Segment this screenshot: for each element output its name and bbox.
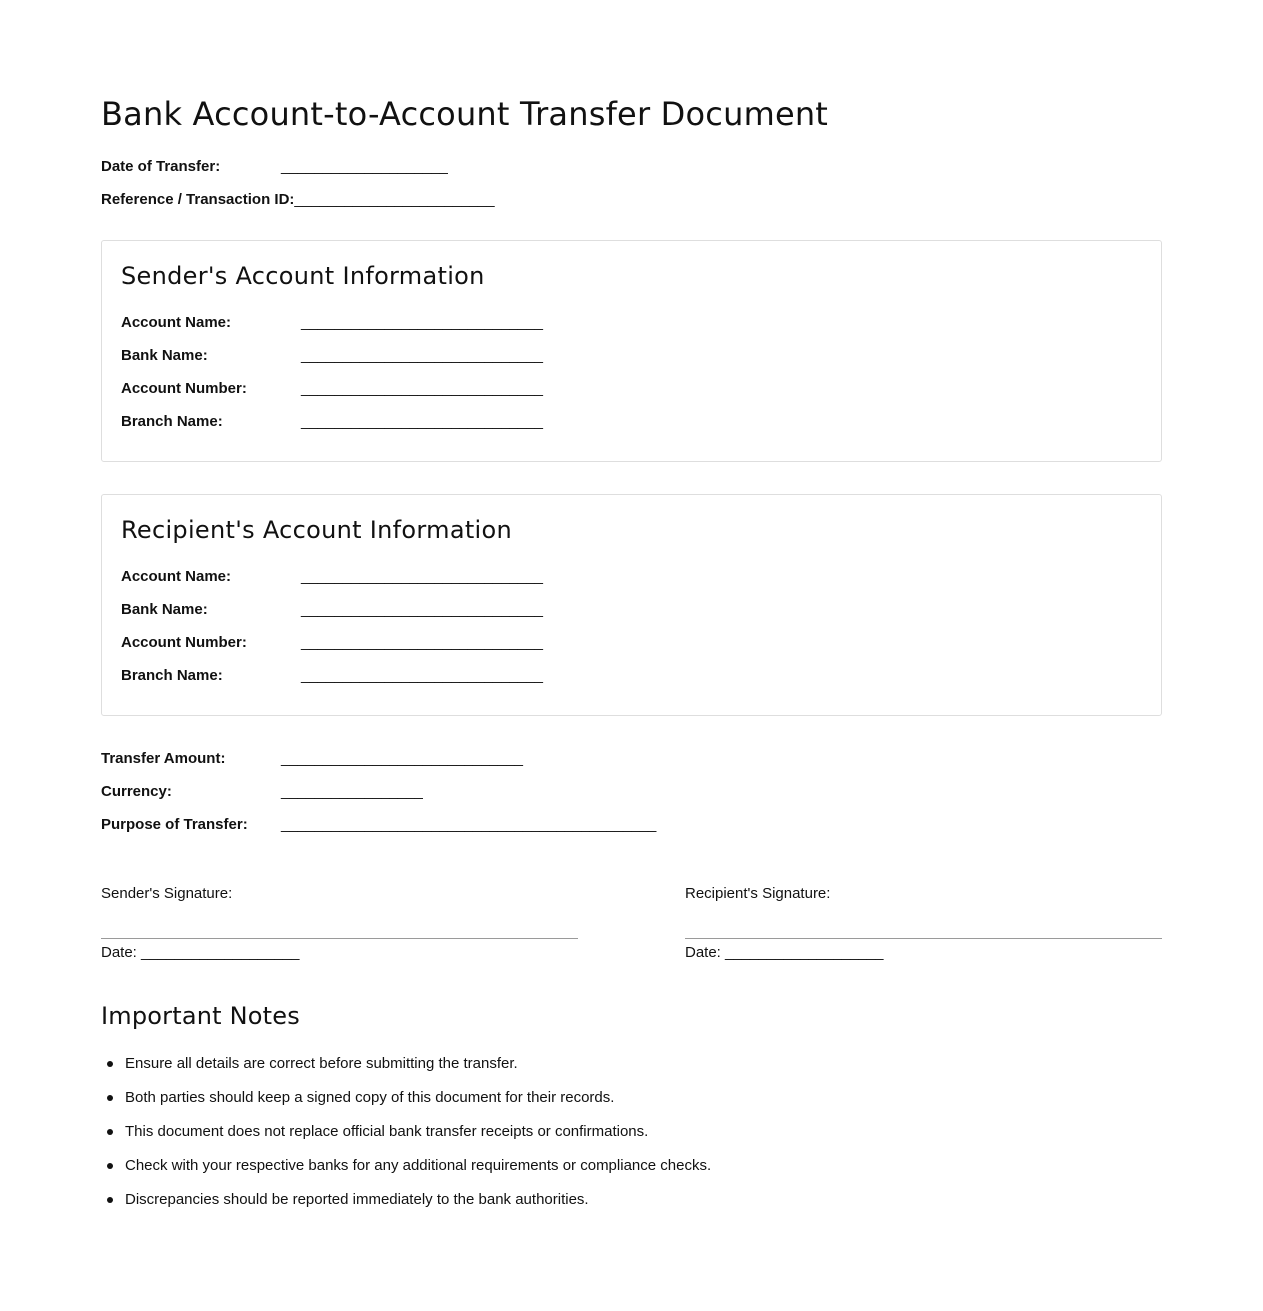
sender-signature-date: Date: ___________________ — [101, 944, 300, 961]
recipient-signature-date: Date: ___________________ — [685, 944, 884, 961]
purpose-of-transfer-field — [101, 814, 656, 836]
recipient-signature-line — [685, 938, 1162, 939]
list-item: Both parties should keep a signed copy of this document for their records. — [101, 1086, 711, 1120]
recipient-bank-name-blank: _____________________________ — [301, 601, 543, 618]
purpose-of-transfer-blank: _____________________________________________ — [281, 816, 657, 833]
transfer-amount-blank: _____________________________ — [281, 750, 523, 767]
transfer-amount-label: Transfer Amount: — [101, 750, 226, 767]
reference-id-blank: ________________________ — [294, 191, 495, 208]
document-title: Bank Account-to-Account Transfer Document — [101, 95, 829, 133]
sender-branch-name-blank: _____________________________ — [301, 413, 543, 430]
recipient-branch-name-label: Branch Name: — [121, 667, 223, 684]
currency-blank: _________________ — [281, 783, 423, 800]
recipient-section-heading: Recipient's Account Information — [121, 516, 513, 544]
recipient-bank-name-label: Bank Name: — [121, 601, 208, 618]
recipient-account-number-label: Account Number: — [121, 634, 247, 651]
recipient-branch-name-blank: _____________________________ — [301, 667, 543, 684]
recipient-account-name-blank: _____________________________ — [301, 568, 543, 585]
reference-id-label: Reference / Transaction ID: — [101, 191, 295, 208]
list-item: Check with your respective banks for any additional requirements or compliance checks. — [101, 1154, 711, 1188]
date-of-transfer-label: Date of Transfer: — [101, 158, 221, 175]
recipient-signature-label: Recipient's Signature: — [685, 885, 831, 902]
list-item: Ensure all details are correct before submitting the transfer. — [101, 1052, 711, 1086]
recipient-account-name-row — [121, 566, 543, 588]
sender-signature-label: Sender's Signature: — [101, 885, 233, 902]
sender-bank-name-blank: _____________________________ — [301, 347, 543, 364]
date-of-transfer-blank: ____________________ — [281, 158, 448, 175]
sender-bank-name-row — [121, 345, 543, 367]
sender-branch-name-row — [121, 411, 543, 433]
important-notes-heading: Important Notes — [101, 1002, 300, 1030]
recipient-account-number-row — [121, 632, 543, 654]
sender-bank-name-label: Bank Name: — [121, 347, 208, 364]
sender-branch-name-label: Branch Name: — [121, 413, 223, 430]
recipient-account-section — [101, 494, 1162, 716]
sender-account-number-blank: _____________________________ — [301, 380, 543, 397]
sender-account-name-row — [121, 312, 543, 334]
sender-account-section — [101, 240, 1162, 462]
sender-account-name-blank: _____________________________ — [301, 314, 543, 331]
sender-signature-line — [101, 938, 578, 939]
sender-account-number-label: Account Number: — [121, 380, 247, 397]
sender-account-number-row — [121, 378, 543, 400]
recipient-account-number-blank: _____________________________ — [301, 634, 543, 651]
list-item: This document does not replace official bank transfer receipts or confirmations. — [101, 1120, 711, 1154]
list-item: Discrepancies should be reported immediately to the bank authorities. — [101, 1188, 711, 1222]
reference-id-field — [101, 189, 495, 211]
sender-section-heading: Sender's Account Information — [121, 262, 485, 290]
date-of-transfer-field — [101, 156, 448, 178]
recipient-bank-name-row — [121, 599, 543, 621]
currency-field — [101, 781, 423, 803]
transfer-amount-field — [101, 748, 523, 770]
recipient-account-name-label: Account Name: — [121, 568, 232, 585]
important-notes-list — [101, 1052, 711, 1222]
purpose-of-transfer-label: Purpose of Transfer: — [101, 816, 248, 833]
currency-label: Currency: — [101, 783, 172, 800]
recipient-branch-name-row — [121, 665, 543, 687]
sender-account-name-label: Account Name: — [121, 314, 232, 331]
